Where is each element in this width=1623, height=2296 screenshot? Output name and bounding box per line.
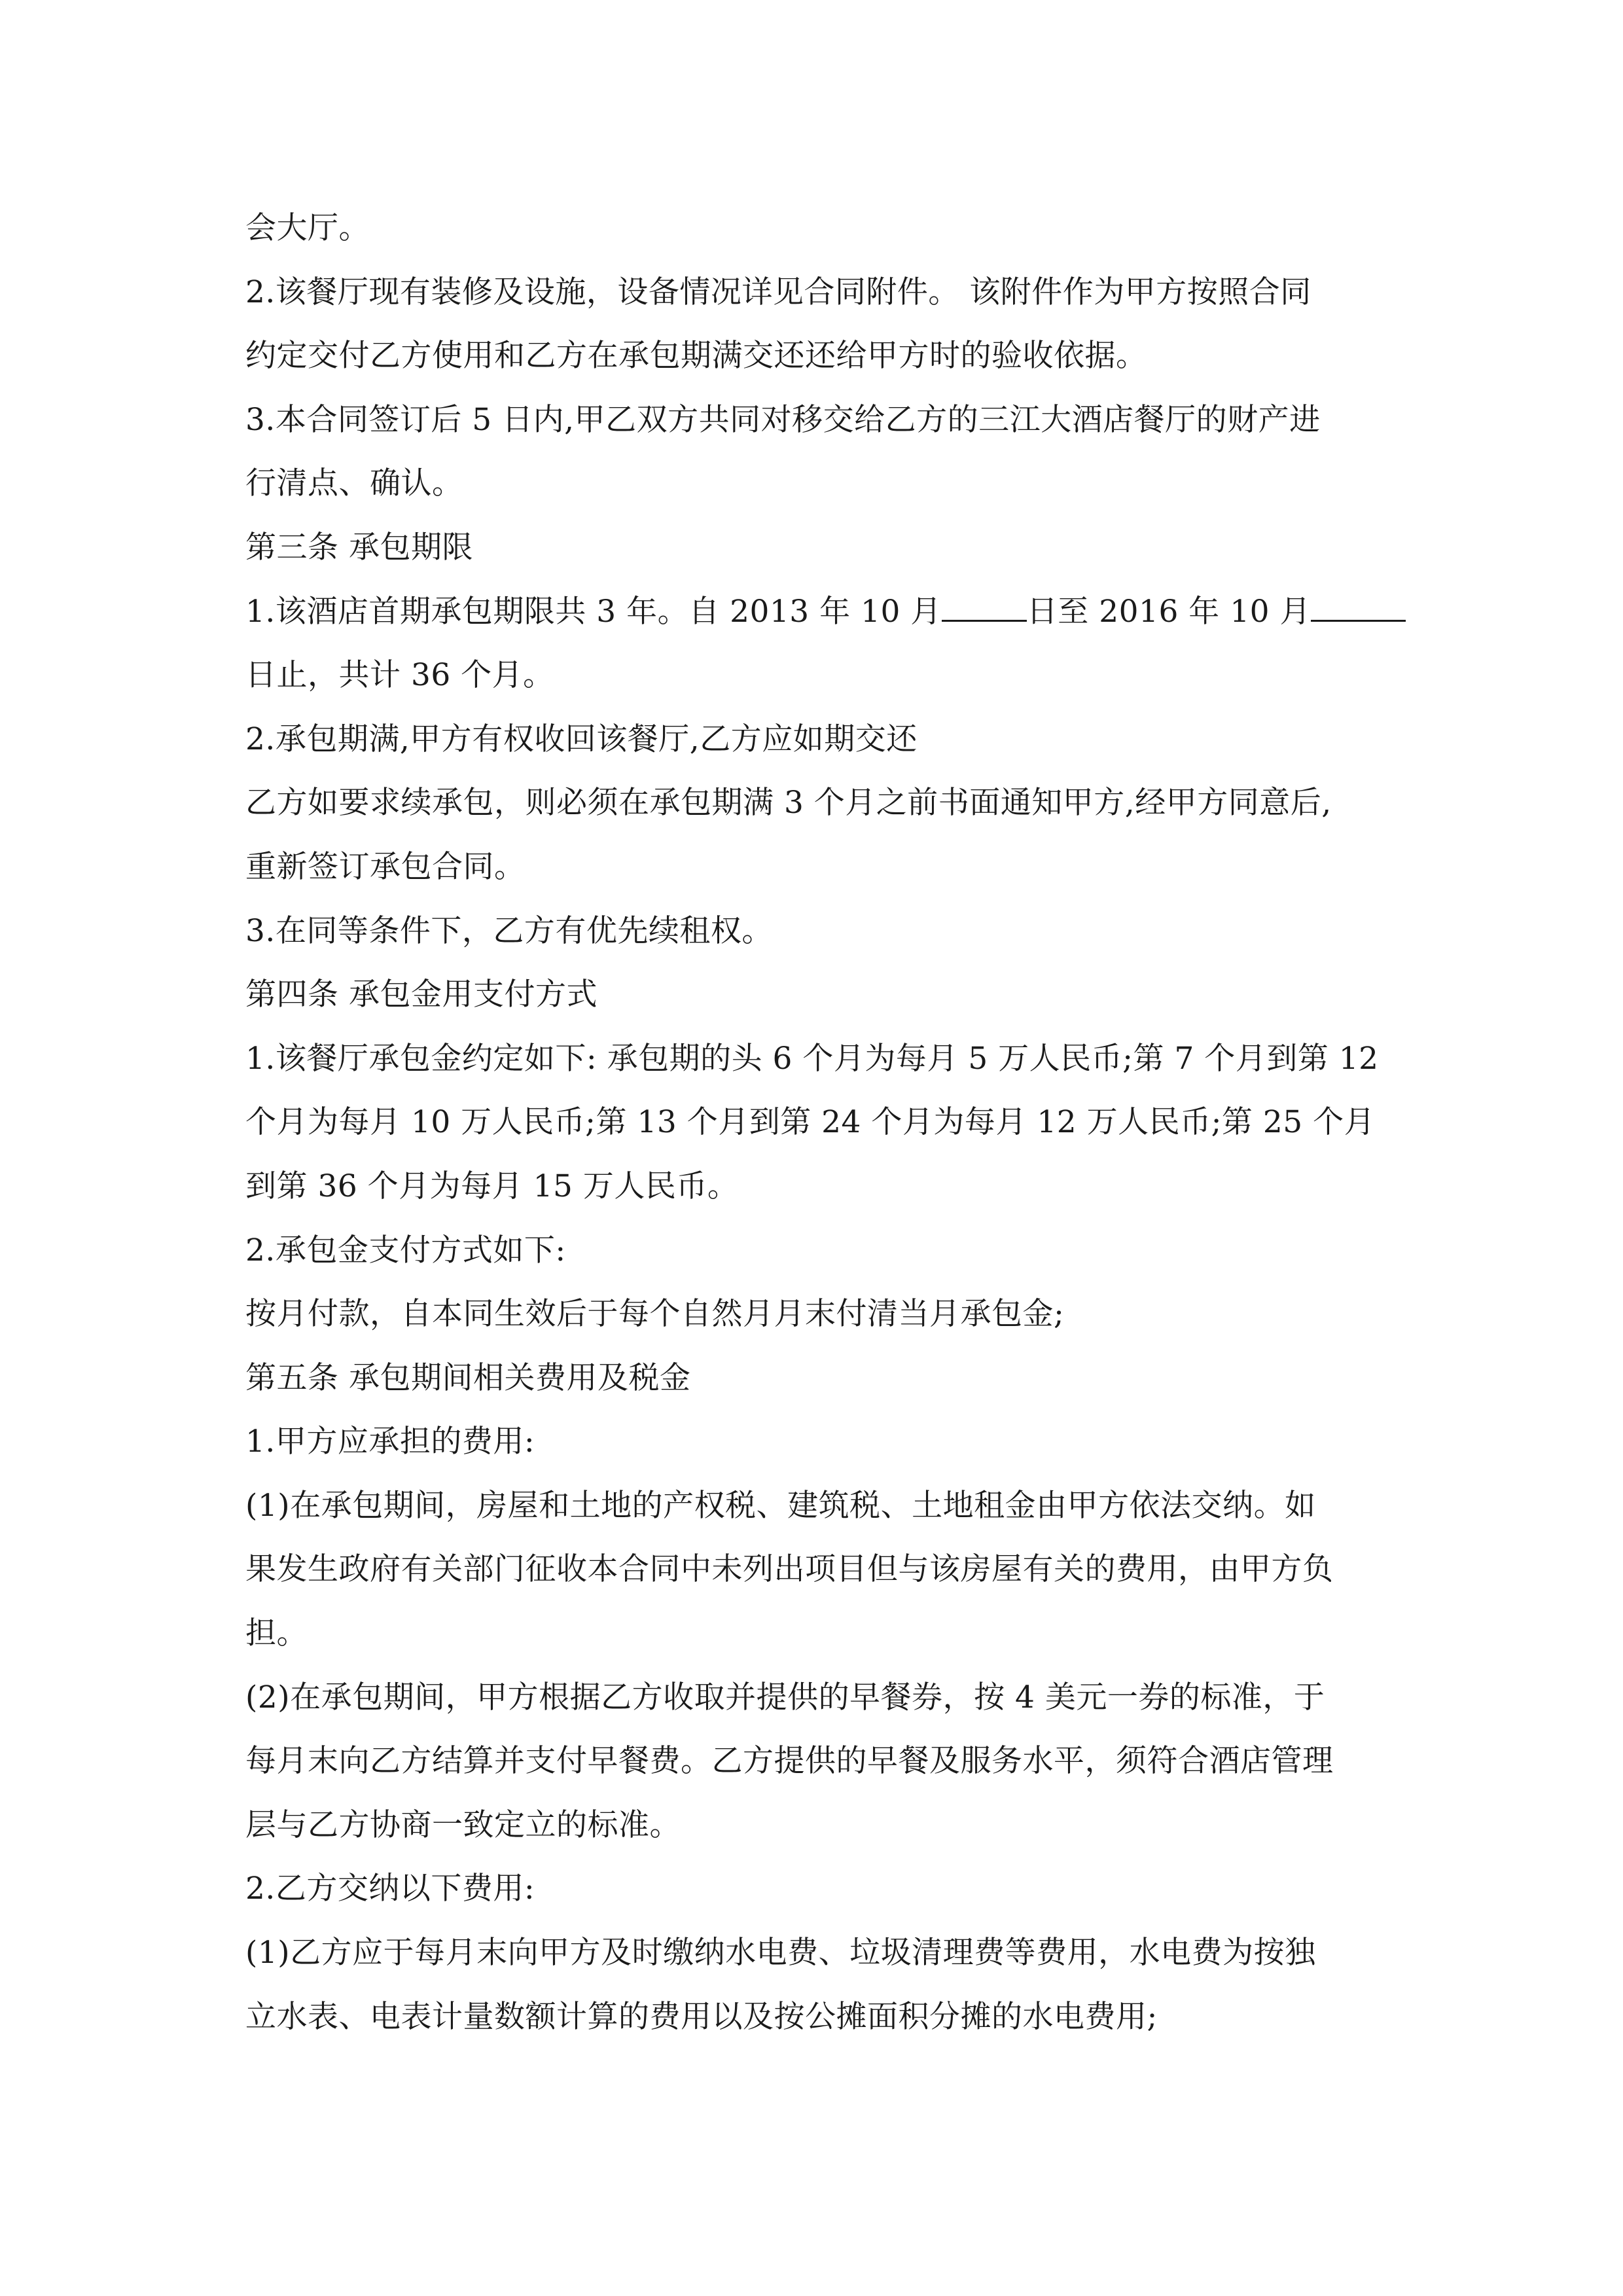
text-line: 到第 36 个月为每月 15 万人民币。 (245, 1168, 739, 1204)
text-line: 1.该餐厅承包金约定如下: 承包期的头 6 个月为每月 5 万人民币;第 7 个月到第 12 (245, 1040, 1379, 1077)
text-line: 日止，共计 36 个月。 (245, 657, 554, 694)
document-body (245, 196, 1397, 2049)
text-line: (1)乙方应于每月末向甲方及时缴纳水电费、垃圾清理费等费用，水电费为按独 (245, 1935, 1316, 1971)
section-heading: 第四条 承包金用支付方式 (245, 977, 597, 1013)
text-line: 立水表、电表计量数额计算的费用以及按公摊面积分摊的水电费用; (245, 1998, 1158, 2035)
text-segment: 日至 2016 年 10 月 (1026, 593, 1311, 630)
text-line: 2.承包金支付方式如下: (245, 1232, 566, 1268)
text-line: 会大厅。 (245, 210, 370, 246)
text-line: 按月付款，自本同生效后于每个自然月月末付清当月承包金; (245, 1296, 1065, 1333)
text-line: 担。 (245, 1615, 308, 1652)
text-line: (2)在承包期间，甲方根据乙方收取并提供的早餐券，按 4 美元一券的标准，于 (245, 1679, 1325, 1715)
text-line: 重新签订承包合同。 (245, 848, 526, 885)
text-segment: 1.该酒店首期承包期限共 3 年。自 2013 年 10 月 (245, 593, 942, 630)
text-line: 每月末向乙方结算并支付早餐费。乙方提供的早餐及服务水平，须符合酒店管理 (245, 1743, 1334, 1780)
text-line: 2.乙方交纳以下费用: (245, 1871, 535, 1907)
text-line: 行清点、确认。 (245, 465, 463, 502)
text-line-with-blanks (245, 580, 1397, 644)
section-heading: 第三条 承包期限 (245, 529, 473, 565)
text-line: 层与乙方协商一致定立的标准。 (245, 1806, 681, 1843)
text-line: 1.甲方应承担的费用: (245, 1424, 535, 1460)
text-line: 2.承包期满,甲方有权收回该餐厅,乙方应如期交还 (245, 721, 918, 757)
text-line: 3.本合同签订后 5 日内,甲乙双方共同对移交给乙方的三江大酒店餐厅的财产进 (245, 401, 1321, 438)
text-line: 2.该餐厅现有装修及设施，设备情况详见合同附件。 该附件作为甲方按照合同 (245, 274, 1311, 310)
text-line: 3.在同等条件下，乙方有优先续租权。 (245, 912, 773, 949)
blank-underline (1311, 594, 1406, 622)
text-line: 个月为每月 10 万人民币;第 13 个月到第 24 个月为每月 12 万人民币;第 25 个月 (245, 1104, 1376, 1141)
text-line: (1)在承包期间，房屋和土地的产权税、建筑税、土地租金由甲方依法交纳。如 (245, 1487, 1316, 1524)
text-line: 乙方如要求续承包，则必须在承包期满 3 个月之前书面通知甲方,经甲方同意后, (245, 785, 1332, 821)
text-line: 果发生政府有关部门征收本合同中未列出项目但与该房屋有关的费用，由甲方负 (245, 1551, 1334, 1588)
section-heading: 第五条 承包期间相关费用及税金 (245, 1359, 691, 1396)
blank-underline (942, 594, 1027, 622)
text-line: 约定交付乙方使用和乙方在承包期满交还还给甲方时的验收依据。 (245, 338, 1147, 374)
